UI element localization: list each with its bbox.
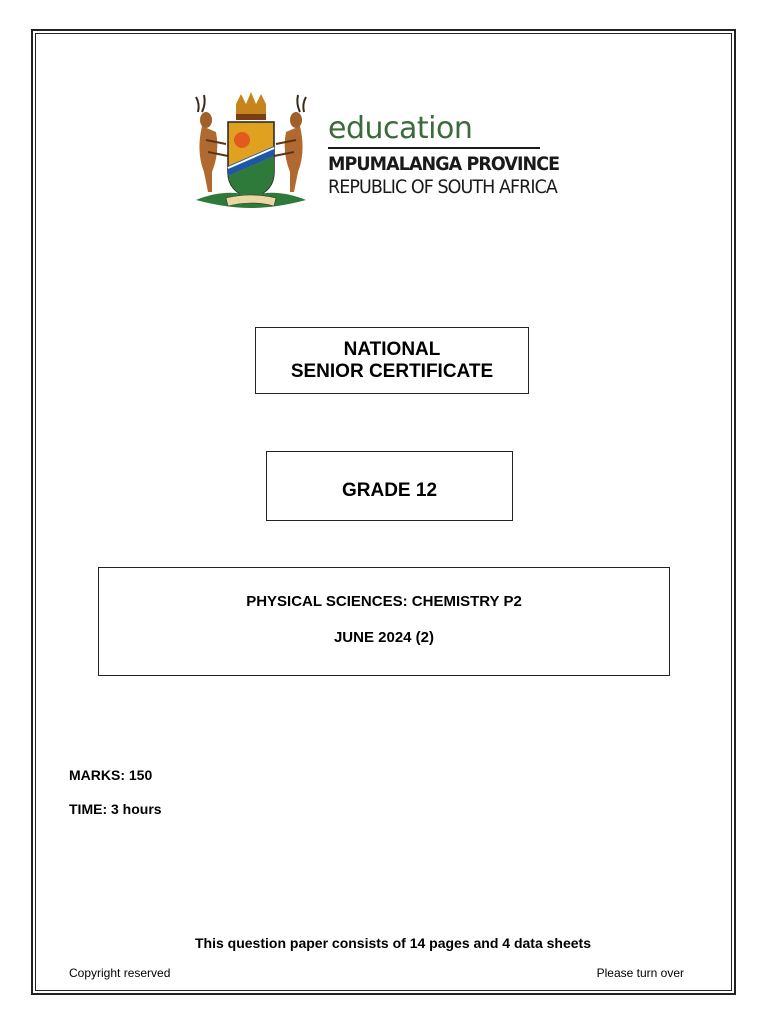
- turn-over-notice: Please turn over: [596, 966, 684, 980]
- crest-crown: [236, 92, 266, 120]
- subject-box: [98, 567, 670, 676]
- crest-shield: [228, 122, 274, 198]
- education-wordmark: [328, 112, 472, 146]
- coat-of-arms-logo: [186, 92, 316, 217]
- time-info: TIME: 3 hours: [69, 801, 162, 817]
- pages-note: This question paper consists of 14 pages and 4 data sheets: [195, 935, 591, 951]
- education-word: education: [328, 111, 473, 146]
- certificate-box: [255, 327, 529, 394]
- certificate-line-1: NATIONAL: [343, 339, 441, 360]
- exam-session: JUNE 2024 (2): [333, 629, 435, 646]
- right-kudu-figure: [274, 95, 306, 192]
- province-name: MPUMALANGA PROVINCE: [328, 153, 560, 175]
- crest-base: [196, 193, 306, 208]
- certificate-line-2: SENIOR CERTIFICATE: [290, 361, 494, 382]
- left-kudu-figure: [196, 95, 228, 192]
- logo-divider-line: [328, 147, 540, 149]
- grade-label: GRADE 12: [341, 480, 438, 501]
- marks-info: MARKS: 150: [69, 767, 153, 783]
- grade-box: [266, 451, 513, 521]
- copyright-notice: Copyright reserved: [69, 966, 171, 980]
- subject-title: PHYSICAL SCIENCES: CHEMISTRY P2: [246, 593, 522, 610]
- country-name: REPUBLIC OF SOUTH AFRICA: [328, 176, 557, 198]
